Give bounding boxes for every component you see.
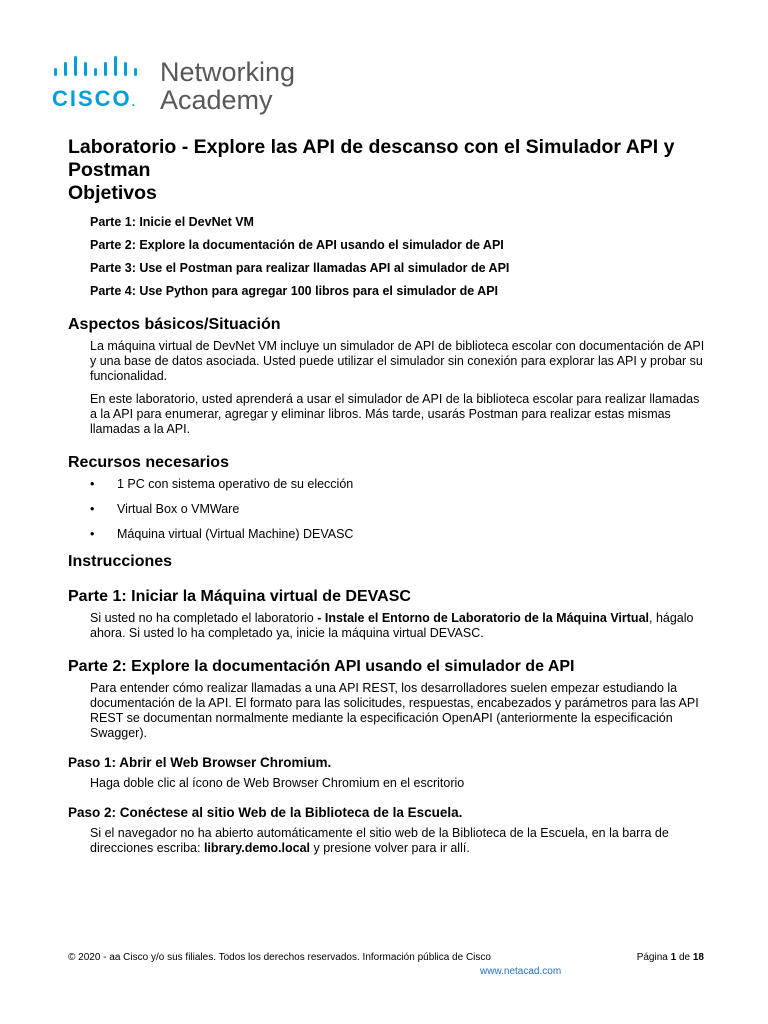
- paso1-heading: Paso 1: Abrir el Web Browser Chromium.: [68, 755, 332, 770]
- logo-name-line2: Academy: [160, 85, 273, 115]
- paso2-heading: Paso 2: Conéctese al sitio Web de la Biblioteca de la Escuela.: [68, 805, 463, 820]
- parte1-lab-reference: - Instale el Entorno de Laboratorio de la Máquina Virtual: [317, 611, 649, 625]
- recursos-heading: Recursos necesarios: [68, 454, 229, 471]
- objetivo-item: Parte 4: Use Python para agregar 100 libros para el simulador de API: [90, 284, 499, 298]
- page-number: Página 1 de 18: [636, 952, 704, 963]
- cisco-wordmark: CISCO.: [52, 86, 136, 111]
- paso2-text-b: y presione volver para ir allí.: [310, 841, 470, 855]
- paso2-text-a: Si el navegador no ha abierto automáticamente el sitio web de la Biblioteca de la Escuela, en la barra de direcciones escriba:: [90, 826, 669, 855]
- paso2-paragraph: [90, 826, 708, 856]
- parte1-heading: Parte 1: Iniciar la Máquina virtual de DEVASC: [68, 588, 411, 605]
- recursos-list: [90, 477, 708, 542]
- instrucciones-heading: Instrucciones: [68, 553, 173, 570]
- title-line1: Laboratorio - Explore las API de descanso con el Simulador API y: [68, 136, 675, 158]
- parte2-heading: Parte 2: Explore la documentación API usando el simulador de API: [68, 658, 575, 675]
- objetivo-item: Parte 2: Explore la documentación de API usando el simulador de API: [90, 238, 504, 252]
- cisco-networking-academy-logo: [52, 56, 312, 120]
- document-title: [68, 136, 708, 182]
- netacad-link[interactable]: www.netacad.com: [480, 966, 562, 977]
- cisco-bars-icon: [52, 56, 152, 84]
- recurso-item: • Máquina virtual (Virtual Machine) DEVASC: [90, 527, 708, 542]
- recurso-item: • 1 PC con sistema operativo de su elección: [90, 477, 708, 492]
- document-content: [68, 136, 708, 864]
- parte2-paragraph: Para entender cómo realizar llamadas a una API REST, los desarrolladores suelen empezar estudiando la documentación de la API. El formato para las solicitudes, respuestas, encabezados y parámetros para las API REST se documentan normalmente mediante la especificación OpenAPI (anteriormente la especificación Swagger).: [90, 681, 699, 740]
- objetivos-heading: Objetivos: [68, 182, 157, 204]
- recurso-item: • Virtual Box o VMWare: [90, 502, 708, 517]
- title-line2: Postman: [68, 159, 151, 181]
- paso1-paragraph: Haga doble clic al ícono de Web Browser Chromium en el escritorio: [90, 776, 465, 790]
- aspectos-paragraph-1: La máquina virtual de DevNet VM incluye un simulador de API de biblioteca escolar con documentación de API y una base de datos asociada. Usted puede utilizar el simulador sin conexión para explorar las API y probar su funcionalidad.: [90, 339, 705, 383]
- aspectos-paragraph-2: En este laboratorio, usted aprenderá a usar el simulador de API de la biblioteca escolar para realizar llamadas a la API para enumerar, agregar y eliminar libros. Más tarde, usarás Postman para realizar estas mismas llamadas a la API.: [90, 392, 700, 436]
- objetivo-item: Parte 1: Inicie el DevNet VM: [90, 215, 254, 229]
- academy-name: [160, 58, 295, 114]
- copyright-notice: © 2020 - aa Cisco y/o sus filiales. Todos los derechos reservados. Información pública de Cisco: [68, 952, 491, 963]
- parte1-paragraph: [90, 611, 708, 641]
- objetivos-list: [90, 215, 708, 299]
- logo-name-line1: Networking: [160, 57, 296, 87]
- objetivo-item: Parte 3: Use el Postman para realizar llamadas API al simulador de API: [90, 261, 510, 275]
- library-url-text: library.demo.local: [203, 841, 311, 855]
- aspectos-heading: Aspectos básicos/Situación: [68, 316, 281, 333]
- parte1-text-b: , hágalo ahora. Si usted lo ha completado ya, inicie la máquina virtual DEVASC.: [90, 611, 694, 640]
- parte1-text-a: Si usted no ha completado el laboratorio: [90, 611, 318, 625]
